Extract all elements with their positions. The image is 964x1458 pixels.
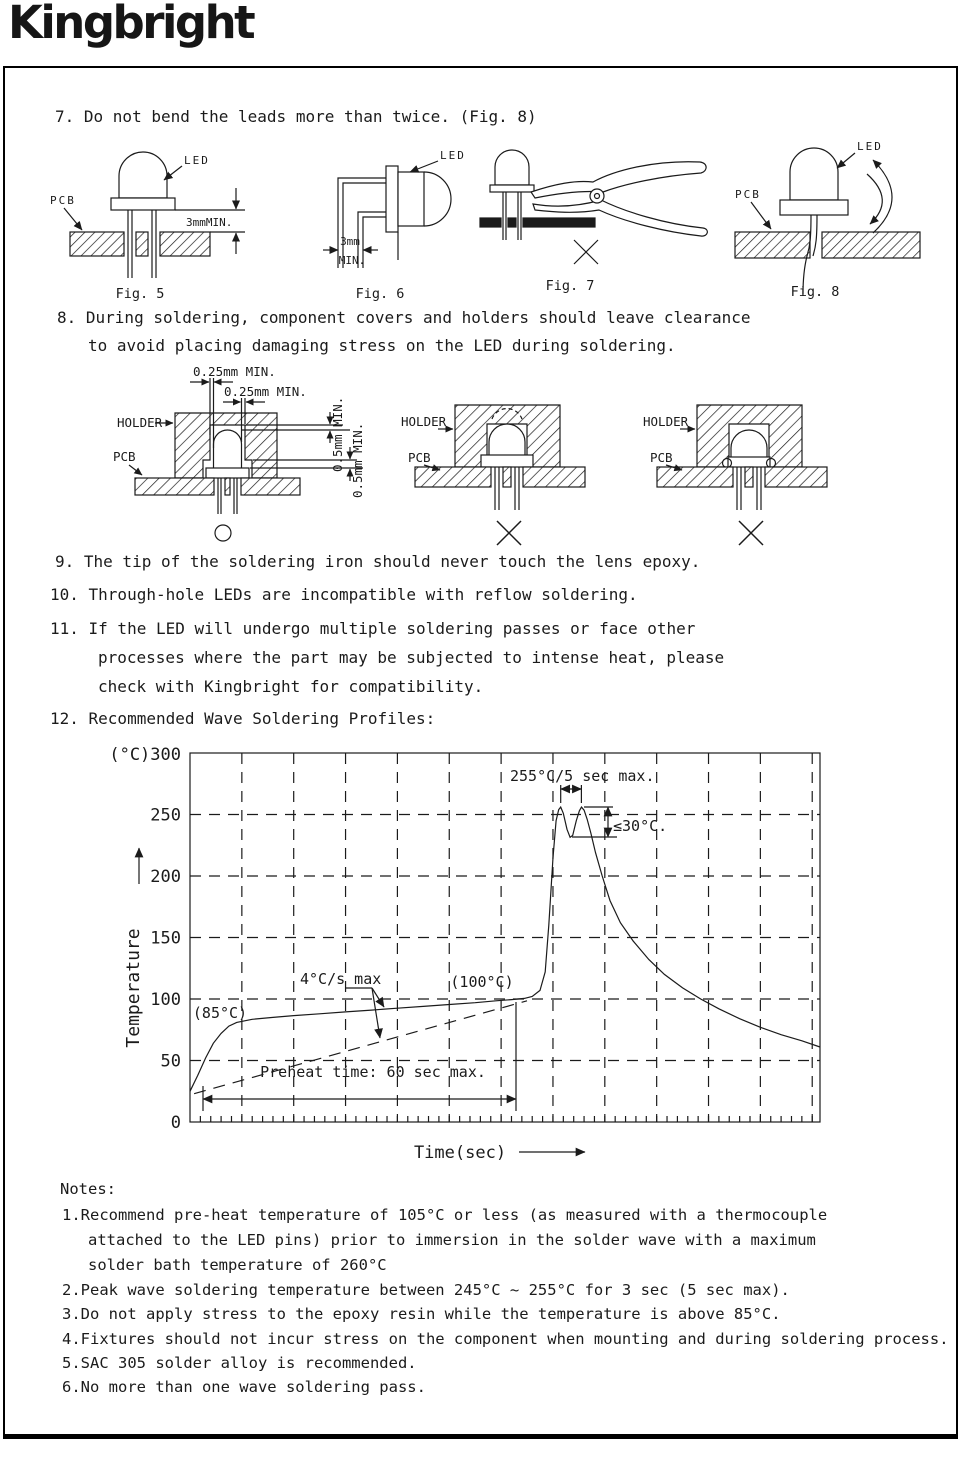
y-tick-label: 200 xyxy=(150,867,181,887)
note-3: 3.Do not apply stress to the epoxy resin while the temperature is above 85°C. xyxy=(62,1305,781,1323)
holder1-drawing xyxy=(129,378,363,541)
note-1-line1: 1.Recommend pre-heat temperature of 105°C or less (as measured with a thermocouple xyxy=(62,1206,828,1224)
correct-mark-circle xyxy=(215,525,231,541)
preheat-boundary-lines xyxy=(203,1002,516,1111)
wrong-mark-x xyxy=(739,521,763,545)
instruction-11-line3: check with Kingbright for compatibility. xyxy=(98,677,484,696)
fig5-pcb-label: PCB xyxy=(50,194,76,207)
fig6-dim-label-min: MIN. xyxy=(338,254,366,267)
fig6-led-drawing xyxy=(323,161,451,268)
y-tick-label: 100 xyxy=(150,990,181,1010)
fig5-led-drawing xyxy=(64,152,245,278)
instruction-8-line2: to avoid placing damaging stress on the LED during soldering. xyxy=(88,336,676,355)
fig8-caption: Fig. 8 xyxy=(790,284,840,300)
y-tick-label: 50 xyxy=(160,1051,181,1072)
instruction-7: 7. Do not bend the leads more than twice. (Fig. 8) xyxy=(55,107,537,126)
fig7-wrong-mark xyxy=(574,240,598,264)
fig8-led-drawing xyxy=(735,148,920,294)
holder1-dimA-label: 0.5mm MIN. xyxy=(330,396,345,472)
wrong-mark-x xyxy=(497,521,521,545)
t85-annotation: (85°C) xyxy=(192,1004,248,1022)
fig6-led-leader xyxy=(410,161,438,172)
notes-title: Notes: xyxy=(60,1180,116,1198)
holder-diagram-2 xyxy=(398,385,648,550)
peak-dim-ticks xyxy=(561,785,582,803)
holder-diagram-1 xyxy=(105,362,405,547)
note-5: 5.SAC 305 solder alloy is recommended. xyxy=(62,1354,417,1372)
fig7-caption: Fig. 7 xyxy=(545,278,595,294)
ramp-annotation: 4°C/s max xyxy=(300,970,382,988)
figure-7 xyxy=(475,140,730,300)
ramp-leader-to-dashed xyxy=(372,988,380,1038)
note-6: 6.No more than one wave soldering pass. xyxy=(62,1378,426,1396)
note-1-line2: attached to the LED pins) prior to immersion in the solder wave with a maximum xyxy=(88,1231,816,1249)
y-tick-label: 0 xyxy=(170,1113,181,1133)
instruction-12: 12. Recommended Wave Soldering Profiles: xyxy=(50,709,436,728)
fig8-bend-arrow-down xyxy=(867,174,882,224)
instruction-9: 9. The tip of the soldering iron should never touch the lens epoxy. xyxy=(55,552,701,571)
fig6-led-label: LED xyxy=(440,149,466,162)
instruction-10: 10. Through-hole LEDs are incompatible with reflow soldering. xyxy=(50,585,638,604)
kingbright-logo: Kingbright xyxy=(8,0,254,49)
y-tick-label-top: (°C)300 xyxy=(109,745,181,765)
fig8-bend-arrow-up xyxy=(873,160,892,233)
instruction-11-line2: processes where the part may be subjected to intense heat, please xyxy=(98,648,725,667)
chart-annotation-texts xyxy=(123,767,667,1163)
preheat-annotation: Preheat time: 60 sec max. xyxy=(260,1063,486,1081)
holder1-holder-label: HOLDER xyxy=(117,415,163,430)
holder3-holder-label: HOLDER xyxy=(643,414,689,429)
instruction-8-line1: 8. During soldering, component covers and holders should leave clearance xyxy=(57,308,751,327)
series-wave-soldering-profile xyxy=(190,807,820,1091)
peak-annotation: 255°C/5 sec max. xyxy=(510,767,655,785)
fig8-pcb-leader xyxy=(751,202,771,229)
note-2: 2.Peak wave soldering temperature between 245°C ~ 255°C for 3 sec (5 sec max). xyxy=(62,1281,790,1299)
fig6-dim-label-mm: 3mm xyxy=(340,235,360,248)
fig5-pcb-leader xyxy=(64,208,82,230)
dip-annotation: ≤30°C. xyxy=(613,817,668,835)
x-axis-label: Time(sec) xyxy=(413,1143,507,1163)
figure-6 xyxy=(280,138,485,303)
fig5-caption: Fig. 5 xyxy=(115,286,165,302)
fig5-dim-label: 3mmMIN. xyxy=(186,216,233,229)
fig5-led-label: LED xyxy=(184,154,210,167)
figure-8 xyxy=(715,138,940,303)
holder2-holder-label: HOLDER xyxy=(401,414,447,429)
fig6-caption: Fig. 6 xyxy=(355,286,405,302)
note-4: 4.Fixtures should not incur stress on the component when mounting and during soldering process. xyxy=(62,1330,949,1348)
holder1-pcb-label: PCB xyxy=(113,449,136,464)
instruction-11-line1: 11. If the LED will undergo multiple soldering passes or face other xyxy=(50,619,696,638)
t100-annotation: (100°C) xyxy=(450,973,514,991)
y-axis-label: Temperature xyxy=(123,928,144,1048)
holder2-pcb-label: PCB xyxy=(408,450,431,465)
figure-5 xyxy=(40,138,275,303)
y-tick-label: 250 xyxy=(150,805,181,826)
wave-soldering-profile-chart xyxy=(95,735,955,1175)
holder1-dimB-label: 0.5mm MIN. xyxy=(350,422,365,498)
holder-diagram-3 xyxy=(640,385,890,550)
holder3-pcb-label: PCB xyxy=(650,450,673,465)
y-tick-label: 150 xyxy=(150,928,181,949)
fig8-led-label: LED xyxy=(857,140,883,153)
fig8-led-leader xyxy=(837,153,855,168)
holder1-dim2-label: 0.25mm MIN. xyxy=(224,384,307,399)
holder1-dim1-label: 0.25mm MIN. xyxy=(193,364,276,379)
fig8-pcb-label: PCB xyxy=(735,188,761,201)
note-1-line3: solder bath temperature of 260°C xyxy=(88,1256,387,1274)
holder1-pcb-leader xyxy=(129,465,142,475)
